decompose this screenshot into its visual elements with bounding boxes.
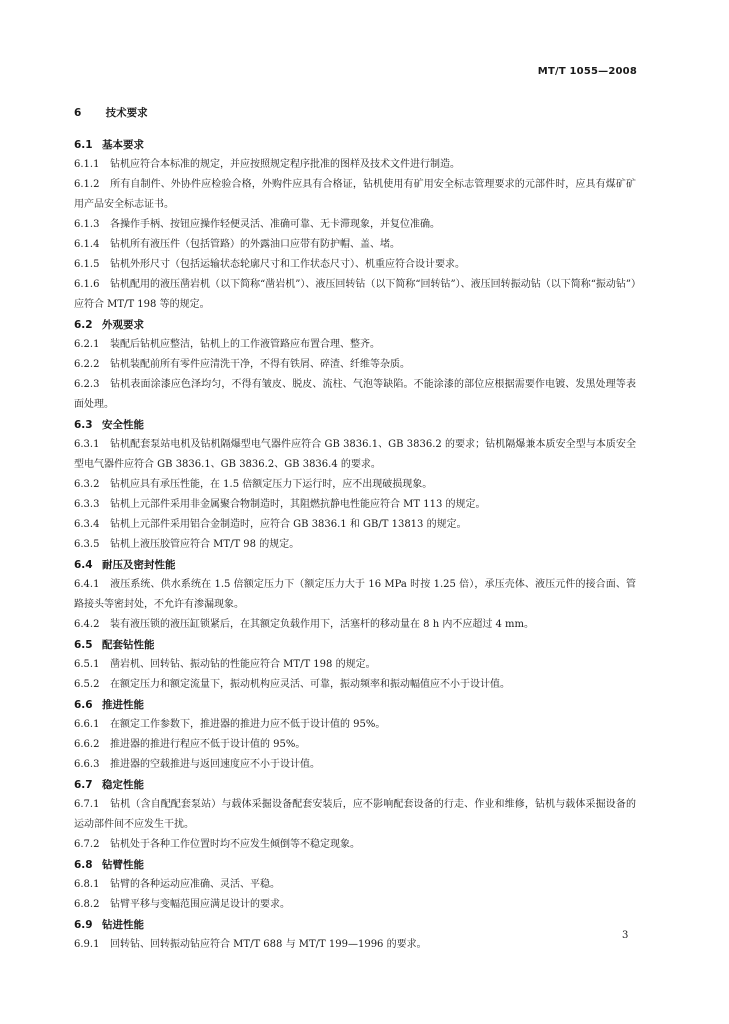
subsection-number: 6.8 <box>74 859 93 871</box>
clause-text: 钻机上元部件采用铝合金制造时，应符合 GB 3836.1 和 GB/T 13813 的规定。 <box>110 519 467 530</box>
clause-number: 6.7.1 <box>74 799 100 810</box>
section-title: 技术要求 <box>105 107 148 119</box>
clause-text: 钻机配套泵站电机及钻机隔爆型电气器件应符合 GB 3836.1、GB 3836.2 的要求；钻机隔爆兼本质安全型与本质安全型电气器件应符合 GB 3836.1、GB 3836.2、GB 3836.4 的要求。 <box>74 439 636 470</box>
clause-text: 所有自制件、外协件应检验合格，外购件应具有合格证，钻机使用有矿用安全标志管理要求的元部件时，应具有煤矿矿用产品安全标志证书。 <box>74 179 636 210</box>
clause-number: 6.7.2 <box>74 839 100 850</box>
clause-item <box>74 275 636 315</box>
page-number: 3 <box>622 930 629 941</box>
subsection-heading <box>74 695 636 715</box>
clause-item <box>74 375 636 415</box>
subsection-number: 6.2 <box>74 319 93 331</box>
section-heading <box>74 104 636 122</box>
subsection-number: 6.4 <box>74 559 93 571</box>
clause-number: 6.1.5 <box>74 259 100 270</box>
clause-number: 6.1.4 <box>74 239 100 250</box>
clause-text: 钻臂平移与变幅范围应满足设计的要求。 <box>110 899 290 910</box>
clause-number: 6.8.1 <box>74 879 100 890</box>
clause-item <box>74 355 636 375</box>
clause-text: 钻机（含自配配套泵站）与载体采掘设备配套安装后，应不影响配套设备的行走、作业和维修，钻机与载体采掘设备的运动部件间不应发生干扰。 <box>74 799 636 830</box>
clause-text: 推进器的推进行程应不低于设计值的 95%。 <box>110 739 306 750</box>
subsection-heading <box>74 135 636 155</box>
clause-item <box>74 475 636 495</box>
clause-item <box>74 495 636 515</box>
clause-number: 6.2.1 <box>74 339 100 350</box>
clause-text: 推进器的空载推进与返回速度应不小于设计值。 <box>110 759 320 770</box>
clause-number: 6.3.2 <box>74 479 100 490</box>
subsection-number: 6.9 <box>74 919 93 931</box>
clause-text: 钻臂的各种运动应准确、灵活、平稳。 <box>110 879 280 890</box>
clause-item <box>74 875 636 895</box>
subsection-title: 稳定性能 <box>102 779 144 791</box>
clause-text: 装配后钻机应整洁，钻机上的工作液管路应布置合理、整齐。 <box>110 339 380 350</box>
clause-number: 6.2.2 <box>74 359 100 370</box>
clause-item <box>74 715 636 735</box>
clause-number: 6.2.3 <box>74 379 100 390</box>
subsection-heading <box>74 315 636 335</box>
clause-text: 回转钻、回转振动钻应符合 MT/T 688 与 MT/T 199—1996 的要求。 <box>110 939 427 950</box>
subsection-number: 6.3 <box>74 419 93 431</box>
clause-text: 装有液压锁的液压缸锁紧后，在其额定负载作用下，活塞杆的移动量在 8 h 内不应超过 4 mm。 <box>110 619 535 630</box>
subsection-title: 耐压及密封性能 <box>102 559 176 571</box>
clause-number: 6.3.4 <box>74 519 100 530</box>
subsection-heading <box>74 635 636 655</box>
subsection-heading <box>74 775 636 795</box>
clause-number: 6.6.3 <box>74 759 100 770</box>
subsection-title: 外观要求 <box>102 319 144 331</box>
clause-item <box>74 175 636 215</box>
subsection-title: 推进性能 <box>102 699 144 711</box>
clause-number: 6.6.1 <box>74 719 100 730</box>
clause-text: 在额定工作参数下，推进器的推进力应不低于设计值的 95%。 <box>110 719 386 730</box>
clause-item <box>74 675 636 695</box>
clause-item <box>74 255 636 275</box>
subsection-heading <box>74 555 636 575</box>
clause-item <box>74 215 636 235</box>
clause-number: 6.1.6 <box>74 279 100 290</box>
subsection-title: 安全性能 <box>102 419 144 431</box>
clause-text: 钻机表面涂漆应色泽均匀，不得有皱皮、脱皮、流柱、气泡等缺陷。不能涂漆的部位应根据需要作电镀、发黑处理等表面处理。 <box>74 379 636 410</box>
clause-item <box>74 235 636 255</box>
clause-item <box>74 735 636 755</box>
clause-item <box>74 615 636 635</box>
clause-item <box>74 795 636 835</box>
clause-item <box>74 155 636 175</box>
clause-number: 6.4.2 <box>74 619 100 630</box>
clause-item <box>74 335 636 355</box>
clause-text: 钻机上液压胶管应符合 MT/T 98 的规定。 <box>110 539 300 550</box>
clause-text: 钻机处于各种工作位置时均不应发生倾倒等不稳定现象。 <box>110 839 360 850</box>
section-number: 6 <box>74 107 82 119</box>
clause-number: 6.5.1 <box>74 659 100 670</box>
clause-item <box>74 575 636 615</box>
clause-text: 各操作手柄、按钮应操作轻便灵活、准确可靠、无卡滞现象，并复位准确。 <box>110 219 440 230</box>
clause-item <box>74 755 636 775</box>
standard-code: MT/T 1055—2008 <box>537 66 637 77</box>
clause-text: 凿岩机、回转钻、振动钻的性能应符合 MT/T 198 的规定。 <box>110 659 376 670</box>
subsection-number: 6.5 <box>74 639 93 651</box>
clause-item <box>74 435 636 475</box>
clause-number: 6.8.2 <box>74 899 100 910</box>
clause-item <box>74 895 636 915</box>
clause-number: 6.6.2 <box>74 739 100 750</box>
clause-text: 钻机应符合本标准的规定，并应按照规定程序批准的图样及技术文件进行制造。 <box>110 159 460 170</box>
clause-number: 6.3.5 <box>74 539 100 550</box>
clause-number: 6.1.3 <box>74 219 100 230</box>
subsection-number: 6.1 <box>74 139 93 151</box>
clause-number: 6.4.1 <box>74 579 100 590</box>
subsection-number: 6.7 <box>74 779 93 791</box>
clause-text: 钻机所有液压件（包括管路）的外露油口应带有防护帽、盖、堵。 <box>110 239 400 250</box>
subsection-title: 钻进性能 <box>102 919 144 931</box>
clause-number: 6.1.1 <box>74 159 100 170</box>
clause-text: 在额定压力和额定流量下，振动机构应灵活、可靠，振动频率和振动幅值应不小于设计值。 <box>110 679 510 690</box>
clause-item <box>74 835 636 855</box>
clause-item <box>74 935 636 955</box>
clause-item <box>74 655 636 675</box>
clause-text: 钻机装配前所有零件应清洗干净，不得有铁屑、碎渣、纤维等杂质。 <box>110 359 410 370</box>
clause-number: 6.3.1 <box>74 439 100 450</box>
clause-text: 液压系统、供水系统在 1.5 倍额定压力下（额定压力大于 16 MPa 时按 1.25 倍），承压壳体、液压元件的接合面、管路接头等密封处，不允许有渗漏现象。 <box>74 579 636 610</box>
clause-number: 6.3.3 <box>74 499 100 510</box>
clause-number: 6.9.1 <box>74 939 100 950</box>
subsection-title: 基本要求 <box>102 139 144 151</box>
clause-text: 钻机应具有承压性能，在 1.5 倍额定压力下运行时，应不出现破损现象。 <box>110 479 433 490</box>
subsection-title: 配套钻性能 <box>102 639 155 651</box>
clause-item <box>74 535 636 555</box>
subsection-title: 钻臂性能 <box>102 859 144 871</box>
clause-number: 6.5.2 <box>74 679 100 690</box>
subsection-number: 6.6 <box>74 699 93 711</box>
clause-number: 6.1.2 <box>74 179 100 190</box>
document-body <box>74 104 636 955</box>
clause-text: 钻机配用的液压凿岩机（以下简称“凿岩机”）、液压回转钻（以下简称“回转钻”）、液压回转振动钻（以下简称“振动钻”）应符合 MT/T 198 等的规定。 <box>74 279 636 310</box>
subsection-heading <box>74 415 636 435</box>
clause-list <box>74 135 636 955</box>
subsection-heading <box>74 915 636 935</box>
clause-item <box>74 515 636 535</box>
clause-text: 钻机外形尺寸（包括运输状态轮廓尺寸和工作状态尺寸）、机重应符合设计要求。 <box>110 259 465 270</box>
clause-text: 钻机上元部件采用非金属聚合物制造时，其阻燃抗静电性能应符合 MT 113 的规定。 <box>110 499 486 510</box>
subsection-heading <box>74 855 636 875</box>
